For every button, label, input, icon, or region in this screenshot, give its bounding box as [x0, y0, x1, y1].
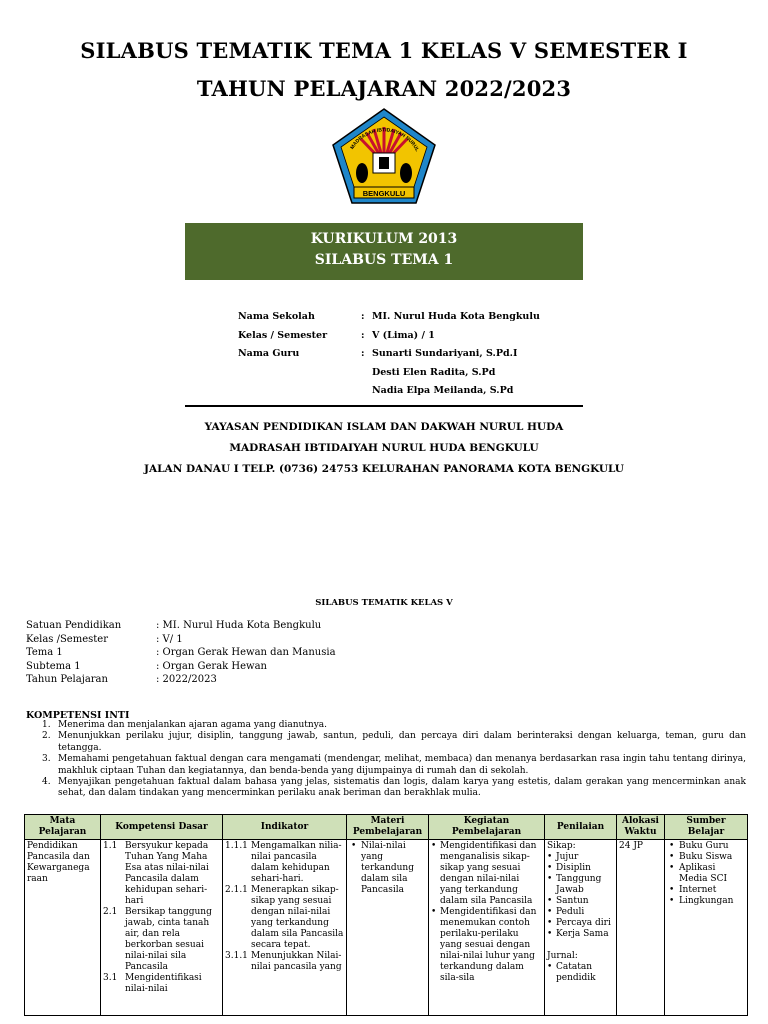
curriculum-banner: [185, 223, 583, 280]
column-header: Sumber Belajar: [665, 815, 748, 840]
madrasah-name: MADRASAH IBTIDAIYAH NURUL HUDA BENGKULU: [229, 442, 539, 454]
document-subtitle: TAHUN PELAJARAN 2022/2023: [196, 76, 572, 101]
column-header: Alokasi Waktu: [617, 815, 665, 840]
cell-alokasi: 24 JP: [617, 840, 665, 1016]
column-header: Penilaian: [545, 815, 617, 840]
cell-materi: • Nilai-nilai yang terkandung dalam sila Pancasila: [347, 840, 429, 1016]
meta-value: : Organ Gerak Hewan dan Manusia: [156, 647, 336, 658]
school-info: Nama Sekolah : MI. Nurul Huda Kota Bengkulu Kelas / Semester : V (Lima) / 1 Nama Guru : Sunarti Sundariyani, S.Pd.I Desti Elen Radita, S.Pd Nadia Elpa Meilanda, S.Pd: [238, 311, 540, 396]
kompetensi-inti-heading: KOMPETENSI INTI: [26, 710, 130, 721]
banner-line1: KURIKULUM 2013: [310, 231, 458, 247]
info-value: Sunarti Sundariyani, S.Pd.I: [372, 348, 518, 359]
cell-mata-pelajaran: Pendidikan Pancasila dan Kewarganega raan: [25, 840, 101, 1016]
syllabus-meta: [26, 620, 426, 688]
cell-kegiatan: • Mengidentifikasi dan menganalisis sikap-sikap yang sesuai dengan nilai-nilai yang terkandung dalam sila Pancasila • Mengidentifikasi dan menemukan contoh perilaku-perilaku yang sesuai dengan nilai-nilai luhur yang terkandung dalam sila-sila: [429, 840, 545, 1016]
logo-arc-text: MADRASAH IBTIDAIYAH NURUL: [349, 127, 420, 153]
column-header: Mata Pelajaran: [25, 815, 101, 840]
info-label: Kelas / Semester: [238, 329, 328, 341]
info-label: Nama Sekolah: [238, 311, 315, 322]
logo-ribbon-text: BENGKULU: [362, 189, 406, 198]
info-value: Nadia Elpa Meilanda, S.Pd: [372, 385, 514, 396]
meta-label: Satuan Pendidikan: [26, 620, 122, 631]
table-header-row: [25, 815, 748, 840]
meta-label: Tahun Pelajaran: [26, 674, 108, 685]
kompetensi-inti-list: [26, 720, 746, 800]
cell-sumber: • Buku Guru • Buku Siswa • Aplikasi Media SCI • Internet • Lingkungan: [665, 840, 748, 1016]
column-header: Materi Pembelajaran: [347, 815, 429, 840]
list-item: 2. Menunjukkan perilaku jujur, disiplin, tanggung jawab, santun, peduli, dan percaya diri dalam berinteraksi dengan keluarga, teman, guru dan tetangga.: [42, 731, 746, 753]
list-item: 3. Memahami pengetahuan faktual dengan cara mengamati (mendengar, melihat, membaca) dan menanya berdasarkan rasa ingin tahu tentang dirinya, makhluk ciptaan Tuhan dan kegiatannya, dan benda-benda yang dijumpainya di rumah dan di sekolah.: [42, 754, 746, 776]
column-header: Kompetensi Dasar: [101, 815, 223, 840]
table-row: [25, 840, 748, 1016]
document-title: SILABUS TEMATIK TEMA 1 KELAS V SEMESTER I: [80, 38, 688, 63]
meta-label: Subtema 1: [26, 660, 81, 672]
school-logo: [329, 107, 439, 207]
list-item: 1. Menerima dan menjalankan ajaran agama yang dianutnya.: [42, 720, 328, 730]
info-value: MI. Nurul Huda Kota Bengkulu: [372, 311, 540, 322]
section-title: SILABUS TEMATIK KELAS V: [315, 598, 453, 608]
cell-penilaian: Sikap: • Jujur • Disiplin • Tanggung Jawab • Santun • Peduli • Percaya diri • Kerja Sama Jurnal: • Catatan pendidik: [545, 840, 617, 1016]
meta-value: : MI. Nurul Huda Kota Bengkulu: [156, 620, 322, 631]
column-header: Kegiatan Pembelajaran: [429, 815, 545, 840]
info-value: Desti Elen Radita, S.Pd: [372, 366, 496, 378]
banner-line2: SILABUS TEMA 1: [314, 252, 454, 268]
column-header: Indikator: [223, 815, 347, 840]
info-label: Nama Guru: [238, 348, 300, 359]
meta-label: Kelas /Semester: [26, 633, 108, 645]
school-address: JALAN DANAU I TELP. (0736) 24753 KELURAHAN PANORAMA KOTA BENGKULU: [144, 463, 624, 475]
info-value: V (Lima) / 1: [372, 329, 435, 341]
foundation-name: YAYASAN PENDIDIKAN ISLAM DAN DAKWAH NURUL HUDA: [204, 421, 564, 433]
syllabus-table: [24, 814, 748, 1016]
cell-kompetensi-dasar: 1.1 Bersyukur kepada Tuhan Yang Maha Esa atas nilai-nilai Pancasila dalam kehidupan sehari-hari 2.1 Bersikap tanggung jawab, cinta tanah air, dan rela berkorban sesuai nilai-nilai sila Pancasila 3.1 Mengidentifikasi nilai-nilai: [101, 840, 223, 1016]
meta-value: : 2022/2023: [156, 674, 217, 685]
meta-value: : V/ 1: [156, 633, 183, 645]
meta-value: : Organ Gerak Hewan: [156, 660, 267, 672]
list-item: 4. Menyajikan pengetahuan faktual dalam bahasa yang jelas, sistematis dan logis, dalam karya yang estetis, dalam gerakan yang mencerminkan anak sehat, dan dalam tindakan yang mencerminkan perilaku anak beriman dan berakhlak mulia.: [42, 777, 746, 799]
meta-label: Tema 1: [26, 647, 63, 658]
divider: [185, 405, 583, 407]
cell-indikator: 1.1.1 Mengamalkan nilia-nilai pancasila dalam kehidupan sehari-hari. 2.1.1 Menerapkan sikap-sikap yang sesuai dengan nilai-nilai yang terkandung dalam sila Pancasila secara tepat. 3.1.1 Menunjukkan Nilai-nilai pancasila yang: [223, 840, 347, 1016]
